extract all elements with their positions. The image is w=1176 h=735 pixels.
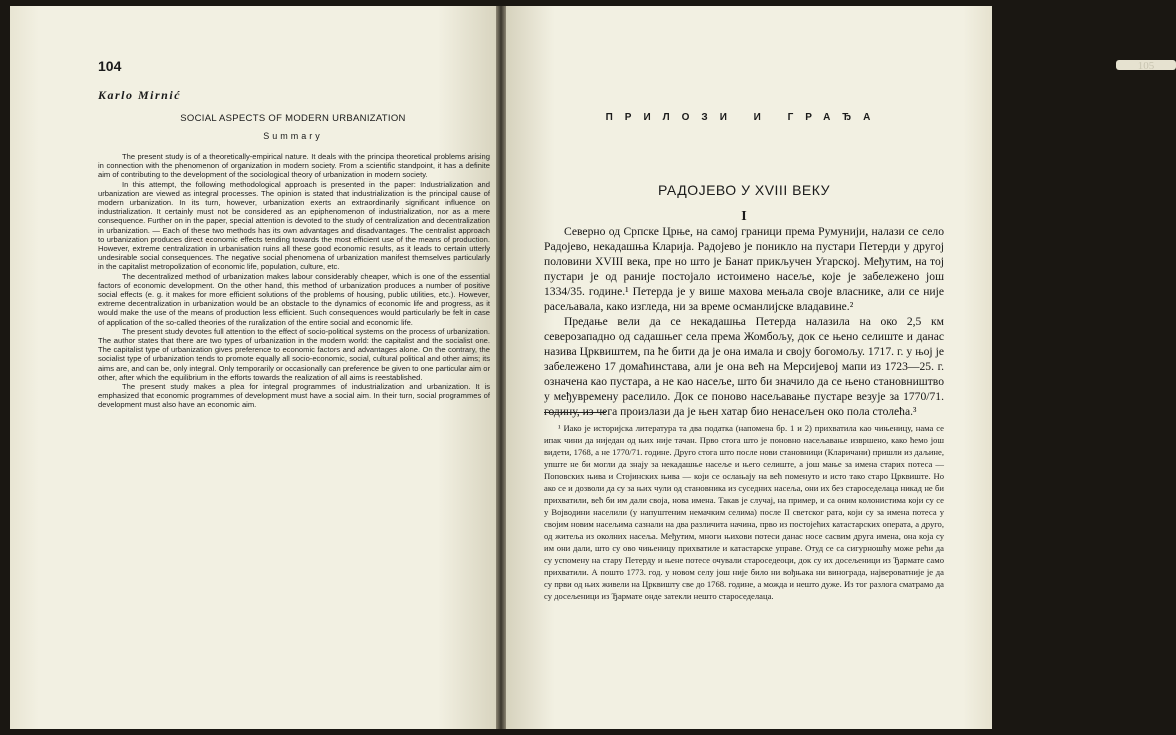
body-paragraph: Предање вели да се некадашња Петерда налазила на око 2,5 км северозападно од садашњег села према Жомбољу, док се њено селиште и данас назива Црквиштем, па ће бити да је она имала и своју богомољу. 1717. г. у њој је забележено 17 домаћинстава, али је она већ на Мерсијевој мапи из 1723—25. г. означена као пустара, а не као насеље, што би значило да се њено становништво у међувремену раселило. Док се поново насељавање пустаре везује за 1770/71. годину, из чега произлази да је њен хатар био ненасељен око пола столећа.³ xyxy=(544,315,944,418)
footnote-text xyxy=(544,422,944,602)
article-title-cyrillic: РАДОЈЕВО У XVIII ВЕКУ xyxy=(658,182,830,198)
summary-paragraph: The decentralized method of urbanization makes labour considerably cheaper, which is one of the essential factors of economic development. On the other hand, this method of urbanization produces a number of positive social effects (e. g. it makes for more efficient solutions of the problems of housing, public utilities, etc.). However, extreme decentralization in urbanization would be an obstacle to the dynamics of economic life and progress, as it would make the use of the means of production less efficient. Such consequences would particularly be felt in case of application of the so-called theories of the ruralization of the entire social and economic life. xyxy=(98,271,490,327)
section-heading: ПРИЛОЗИ И ГРАЂА xyxy=(605,112,883,123)
left-page xyxy=(10,6,496,729)
article-title-english: SOCIAL ASPECTS OF MODERN URBANIZATION xyxy=(180,113,406,124)
summary-text xyxy=(98,152,490,410)
book-spread xyxy=(10,6,1155,729)
right-page xyxy=(506,6,1155,729)
body-paragraph: Северно од Српске Црње, на самој граници према Румунији, налази се село Радојево, некадашња Кларија. Радојево је поникло на пустари Петерди у другој половини XVIII века, пре но што је Банат прикључен Угарској. Међутим, на тој пустари је од раније постојало истоимено насеље, које је забележено још 1334/35. године.¹ Петерда је у више махова мењала своје власнике, али се није расељавала, како изгледа, ни за време османлијске владавине.² xyxy=(544,225,944,313)
book-gutter xyxy=(496,6,506,729)
page-number: 104 xyxy=(98,58,122,74)
summary-paragraph: The present study makes a plea for integral programmes of industrialization and urbanization. It is emphasized that economic programmes of development must have a social aim. In their turn, social programmes of development must also have an economic aim. xyxy=(98,382,490,410)
summary-heading: Summary xyxy=(263,131,323,141)
body-text xyxy=(544,224,944,419)
part-number: I xyxy=(741,209,747,224)
summary-paragraph: In this attempt, the following methodological approach is presented in the paper: Industrialization and urbanization are viewed as integral processes. The opinion is stated that industrialization is the principal cause of modern urbanization. In its turn, however, urbanization exerts an extraordinarily significant influence on industrialization. It certainly must not be considered as an epiphenomenon of industrialization, nor as a mere consequence. Further on in the paper, special attention is devoted to the study of centralization and decentralization in urbanization. — Each of these two methods has its own advantages and disadvantages. The centralist approach to urbanization produces direct economic effects tending towards the most efficient use of the means of production. However, extreme centralization in urbanisation ruins all these good economic results, as it leads to certain utterly undesirable social consequences. The negative social phenomena of urbanization manifest themselves particularly in the capitalist metropolization of economic life, population, culture, etc. xyxy=(98,179,490,272)
footnote-rule xyxy=(544,412,606,413)
footnote-paragraph: ¹ Иако је историјска литература та два податка (напомена бр. 1 и 2) прихватила као чињеницу, нама се ипак чини да ниједан од њих није тачан. Прво стога што је поновно насељавање извршено, како ћемо још видети, 1768, а не 1770/71. године. Друго стога што после нови становници (Кларичани) пришли из даљине, упште не би могли да знају за некадашње насеље и њего селиште, а још мање за имена старих потеса — Поповских њива и Стојинских њива — који се ослањају на већ поменуто и исто тако старо Црквиште. Но ако се и дозволи да су за њих чули од становника из суседних насеља, они их без староседелаца никад не би прихватили, већ би им дали своја, нова имена. Такав је случај, на пример, и са оним колонистима који су се у Војводини населили (у напуштеним немачким селима) после II светског рата, који су за имена потеса у својим новим насељима сазнали на два различита начина, прво из постојећих катастарских операта, а друго, од житеља из околних насеља. Међутим, многи њихови потеси данас носе сасвим друга имена, она која су им они дали, што су ово чињеницу прихватиле и катастарске управе. Отуд се са сигурношћу може рећи да су успомену на стару Петерду и њене потесе очували староседеоци, док су их досељеници из Ђармате само прихватили. А пошто 1773. год. у новом селу још није било ни вођњака ни винограда, највероватније је да су први од њих живели на Црквишту све до 1768. године, а можда и нешто дуже. Из тог разлога сматрамо да су досељеници из Ђармате онде затекли нешто староседелаца. xyxy=(544,423,944,601)
author-name: Karlo Mirnić xyxy=(98,88,182,102)
faded-page-number: 105 xyxy=(1116,60,1176,70)
summary-paragraph: The present study devotes full attention to the effect of socio-political systems on the process of urbanization. The author states that there are two types of urbanization in the modern world: the capitalist and the socialist one. The capitalist type of urbanization gives preference to economic factors and advantages alone. On the contrary, the socialist type of urbanization tends to promote equally all socio-economic, social, cultural political and other aims; its aims are, and can be, only integral. Only temporarily or occasionally can preference be given to one particular aim or other, after which the equilibrium in the efforts towards the realization of all aims is reestablished. xyxy=(98,326,490,382)
summary-paragraph: The present study is of a theoretically-empirical nature. It deals with the principa theoretical problems arising in connection with the phenomenon of organization in modern society. From a scientific standpoint, it has a definite aim of contributing to the development of the sociological theory of urbanization in modern society. xyxy=(98,152,490,180)
